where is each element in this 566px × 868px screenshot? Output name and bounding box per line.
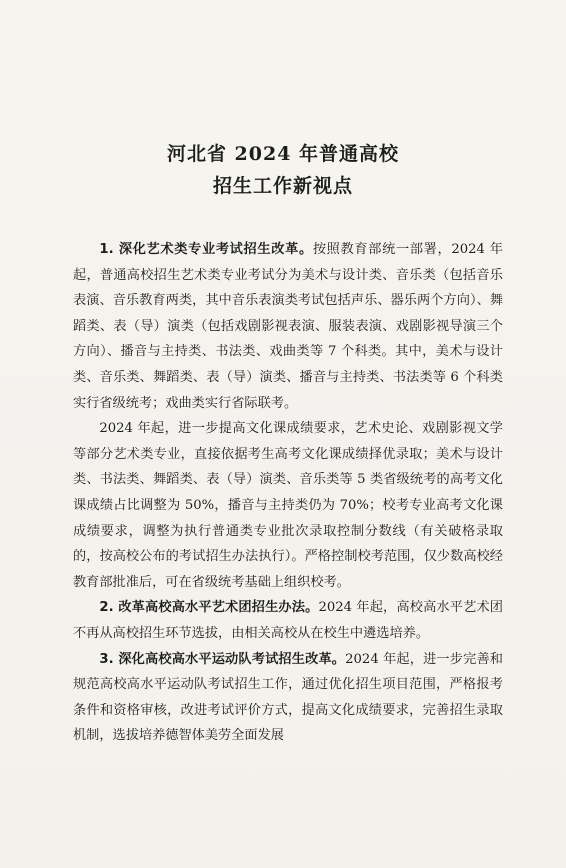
document-body bbox=[73, 237, 503, 749]
paragraph-2 bbox=[73, 416, 503, 595]
paragraph-4-heading: 3. 深化高校高水平运动队考试招生改革。 bbox=[99, 651, 346, 667]
paragraph-1-text: 按照教育部统一部署，2024 年起，普通高校招生艺术类专业考试分为美术与设计类、音乐类（包括音乐表演、音乐教育两类，其中音乐表演类考试包括声乐、器乐两个方向）、舞蹈类、表（导）演类（包括戏剧影视表演、服装表演、戏剧影视导演三个方向）、播音与主持类、书法类、戏曲类等 7 个科类。其中，美术与设计类、音乐类、舞蹈类、表（导）演类、播音与主持类、书法类等 6 个科类实行省级统考；戏曲类实行省际联考。 bbox=[73, 242, 503, 411]
paragraph-3 bbox=[73, 595, 503, 646]
paragraph-3-text: 2024 年起，高校高水平艺术团不再从高校招生环节选拔，由相关高校从在校生中遴选培养。 bbox=[73, 600, 503, 641]
document-title-line-1: 河北省 2024 年普通高校 bbox=[166, 143, 400, 165]
paragraph-1-heading: 1. 深化艺术类专业考试招生改革。 bbox=[99, 242, 313, 257]
paragraph-1 bbox=[73, 237, 503, 416]
paragraph-4-text: 2024 年起，进一步完善和规范高校高水平运动队考试招生工作，通过优化招生项目范围，严格报考条件和资格审核，改进考试评价方式，提高文化成绩要求，完善招生录取机制，选拔培养德智体美劳全面发展 bbox=[73, 651, 503, 744]
paragraph-4 bbox=[73, 647, 503, 749]
paragraph-3-heading: 2. 改革高校高水平艺术团招生办法。 bbox=[99, 600, 319, 616]
paragraph-2-text: 2024 年起，进一步提高文化课成绩要求，艺术史论、戏剧影视文学等部分艺术类专业，直接依据考生高考文化课成绩择优录取；美术与设计类、书法类、舞蹈类、表（导）演类、音乐类等 5 类省级统考的高考文化课成绩占比调整为 50%，播音与主持类仍为 70%；校考专业高考文化课成绩要求，调整为执行普通类专业批次录取控制分数线（有关破格录取的，按高校公布的考试招生办法执行）。严格控制校考范围，仅少数高校经教育部批准后，可在省级统考基础上组织校考。 bbox=[73, 421, 503, 590]
document-title-line-2: 招生工作新视点 bbox=[212, 175, 353, 197]
